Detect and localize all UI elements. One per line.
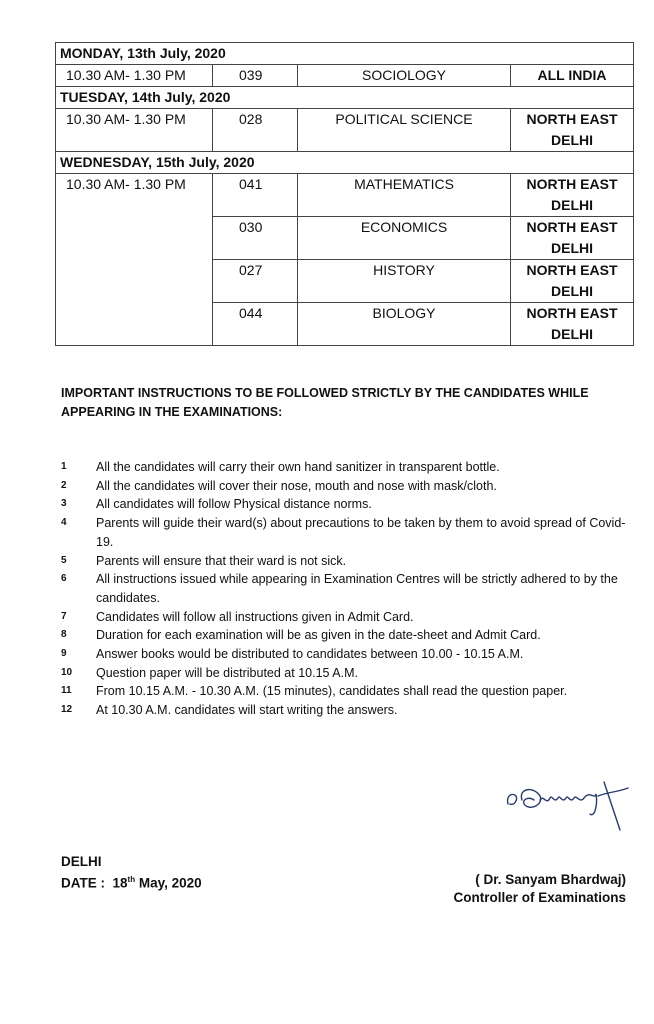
instruction-item bbox=[61, 514, 631, 551]
exam-region: ALL INDIA bbox=[511, 65, 634, 87]
subject-name: HISTORY bbox=[298, 260, 511, 303]
instruction-text: From 10.15 A.M. - 10.30 A.M. (15 minutes), candidates shall read the question paper. bbox=[96, 684, 568, 699]
instruction-number: 5 bbox=[61, 554, 67, 566]
place-label: DELHI bbox=[61, 854, 102, 869]
instruction-number: 4 bbox=[61, 517, 67, 529]
day-date: WEDNESDAY, 15th July, 2020 bbox=[56, 152, 634, 174]
instruction-text: Parents will guide their ward(s) about precautions to be taken by them to avoid spread of Covid-19. bbox=[96, 516, 626, 549]
instruction-number: 9 bbox=[61, 648, 67, 660]
day-date: TUESDAY, 14th July, 2020 bbox=[56, 87, 634, 109]
date-line bbox=[61, 871, 202, 893]
subject-code: 041 bbox=[213, 174, 298, 217]
subject-code: 030 bbox=[213, 217, 298, 260]
instruction-text: All the candidates will carry their own hand sanitizer in transparent bottle. bbox=[96, 460, 500, 474]
subject-code: 039 bbox=[213, 65, 298, 87]
exam-time: 10.30 AM- 1.30 PM bbox=[56, 65, 213, 87]
instruction-number: 10 bbox=[61, 666, 73, 678]
instructions-heading: IMPORTANT INSTRUCTIONS TO BE FOLLOWED STRICTLY BY THE CANDIDATES WHILE APPEARING IN THE EXAMINATIONS: bbox=[61, 386, 589, 419]
instruction-item bbox=[61, 608, 631, 627]
instruction-text: Answer books would be distributed to candidates between 10.00 - 10.15 A.M. bbox=[96, 647, 524, 662]
instruction-number: 1 bbox=[61, 461, 67, 472]
instructions-list bbox=[61, 458, 631, 720]
instruction-number: 2 bbox=[61, 479, 67, 491]
instruction-item bbox=[61, 552, 631, 571]
date-label: DATE : bbox=[61, 875, 105, 891]
signature-image bbox=[500, 770, 632, 840]
instruction-item bbox=[61, 458, 631, 477]
instruction-text: Question paper will be distributed at 10.15 A.M. bbox=[96, 665, 358, 680]
instruction-item bbox=[61, 477, 631, 496]
exam-region: NORTH EAST DELHI bbox=[511, 260, 634, 303]
exam-region: NORTH EAST DELHI bbox=[511, 174, 634, 217]
exam-time: 10.30 AM- 1.30 PM bbox=[56, 174, 213, 346]
signatory-name: ( Dr. Sanyam Bhardwaj) bbox=[475, 872, 626, 887]
date-day: 18 bbox=[112, 875, 128, 891]
instruction-text: All the candidates will cover their nose, mouth and nose with mask/cloth. bbox=[96, 478, 497, 493]
day-header-row bbox=[56, 152, 634, 174]
day-header-row bbox=[56, 87, 634, 109]
date-sheet-table bbox=[55, 42, 634, 346]
instruction-item bbox=[61, 701, 631, 720]
exam-region: NORTH EAST DELHI bbox=[511, 109, 634, 152]
instruction-item bbox=[61, 626, 631, 645]
instruction-item bbox=[61, 495, 631, 514]
instruction-item bbox=[61, 645, 631, 664]
instruction-text: At 10.30 A.M. candidates will start writing the answers. bbox=[96, 703, 398, 718]
exam-region: NORTH EAST DELHI bbox=[511, 303, 634, 346]
exam-row bbox=[56, 65, 634, 87]
subject-code: 027 bbox=[213, 260, 298, 303]
subject-name: POLITICAL SCIENCE bbox=[298, 109, 511, 152]
instruction-text: Candidates will follow all instructions given in Admit Card. bbox=[96, 609, 414, 624]
instruction-number: 6 bbox=[61, 573, 67, 585]
instruction-number: 12 bbox=[61, 704, 73, 716]
instruction-text: Parents will ensure that their ward is not sick. bbox=[96, 553, 347, 568]
exam-time: 10.30 AM- 1.30 PM bbox=[56, 109, 213, 152]
instruction-text: All instructions issued while appearing in Examination Centres will be strictly adhered to by the candidates. bbox=[96, 572, 618, 605]
date-rest: May, 2020 bbox=[135, 875, 202, 891]
subject-name: BIOLOGY bbox=[298, 303, 511, 346]
subject-name: ECONOMICS bbox=[298, 217, 511, 260]
day-header-row bbox=[56, 43, 634, 65]
subject-code: 044 bbox=[213, 303, 298, 346]
date-suffix: th bbox=[127, 875, 136, 884]
exam-row bbox=[56, 174, 634, 217]
instruction-text: Duration for each examination will be as given in the date-sheet and Admit Card. bbox=[96, 628, 541, 643]
instruction-text: All candidates will follow Physical distance norms. bbox=[96, 497, 372, 512]
signatory-block bbox=[453, 871, 626, 907]
instruction-item bbox=[61, 682, 631, 701]
exam-row bbox=[56, 109, 634, 152]
instruction-item bbox=[61, 570, 631, 607]
subject-name: SOCIOLOGY bbox=[298, 65, 511, 87]
instruction-item bbox=[61, 664, 631, 683]
subject-name: MATHEMATICS bbox=[298, 174, 511, 217]
instruction-number: 7 bbox=[61, 610, 67, 622]
exam-region: NORTH EAST DELHI bbox=[511, 217, 634, 260]
instruction-number: 11 bbox=[61, 685, 72, 697]
instruction-number: 8 bbox=[61, 629, 67, 641]
day-date: MONDAY, 13th July, 2020 bbox=[56, 43, 634, 65]
subject-code: 028 bbox=[213, 109, 298, 152]
instruction-number: 3 bbox=[61, 498, 67, 510]
place-date-block bbox=[61, 853, 202, 893]
signatory-designation: Controller of Examinations bbox=[453, 890, 626, 905]
